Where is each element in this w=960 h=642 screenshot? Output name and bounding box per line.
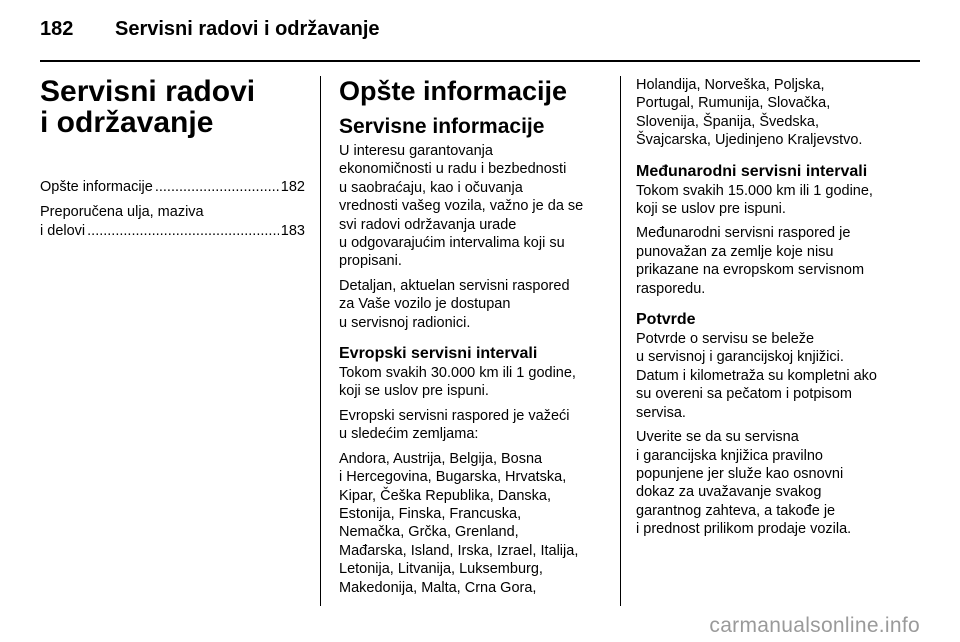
running-title: Servisni radovi i održavanje (115, 18, 380, 40)
heading-international-intervals: Međunarodni servisni intervali (636, 162, 868, 180)
paragraph-intl-validity: Međunarodni servisni raspored je punovažan za zemlje koje nisu prikazane na evropskom servisnom rasporedu. (636, 225, 865, 297)
toc-page-number: 182 (280, 179, 305, 195)
column-middle (339, 76, 609, 603)
paragraph-eu-countries: Andora, Austrija, Belgija, Bosna i Hercegovina, Bugarska, Hrvatska, Kipar, Češka Republika, Danska, Estonija, Finska, Francuska, Nemačka, Grčka, Grenland, Mađarska, Island, Irska, Izrael, Italija, Letonija, Litvanija, Luksemburg, Makedonija, Malta, Crna Gora, (339, 450, 579, 596)
toc-entry-oils[interactable] (40, 203, 305, 241)
toc-entry-label: Preporučena ulja, maziva (40, 204, 204, 220)
toc-entry-label: Opšte informacije (40, 179, 153, 195)
paragraph-intl-interval: Tokom svakih 15.000 km ili 1 godine, koji se uslov pre ispuni. (636, 182, 873, 218)
toc-leader-dots (87, 222, 279, 241)
chapter-title (40, 76, 305, 138)
paragraph-eu-validity: Evropski servisni raspored je važeći u sledećim zemljama: (339, 407, 570, 443)
toc-entry-general-info[interactable] (40, 178, 305, 197)
toc-leader-dots (155, 178, 279, 197)
page-number: 182 (40, 18, 74, 40)
toc-entry-label: i delovi (40, 223, 86, 239)
paragraph-eu-countries-cont: Holandija, Norveška, Poljska, Portugal, Rumunija, Slovačka, Slovenija, Španija, Švedska, Švajcarska, Ujedinjeno Kraljevstvo. (636, 77, 863, 149)
paragraph-confirmations: Potvrde o servisu se beleže u servisnoj i garancijskoj knjižici. Datum i kilometraža su kompletni ako su overeni sa pečatom i potpisom servisa. (636, 331, 877, 421)
section-title: Opšte informacije (339, 76, 568, 106)
table-of-contents (40, 178, 305, 241)
header-rule (40, 60, 920, 62)
watermark: carmanualsonline.info (709, 614, 920, 637)
column-divider (320, 76, 321, 606)
paragraph-eu-interval: Tokom svakih 30.000 km ili 1 godine, koji se uslov pre ispuni. (339, 365, 576, 400)
heading-european-intervals: Evropski servisni intervali (339, 345, 538, 363)
paragraph-booklet: Uverite se da su servisna i garancijska knjižica pravilno popunjene jer služe kao osnovni dokaz za uvažavanje svakog garantnog zahteva, a takođe je i prednost prilikom prodaje vozila. (636, 429, 852, 538)
column-left (40, 76, 305, 247)
chapter-title-line: Servisni radovi (40, 75, 256, 108)
column-divider (620, 76, 621, 606)
paragraph-intro: U interesu garantovanja ekonomičnosti u radu i bezbednosti u saobraćaju, kao i očuvanja vrednosti vašeg vozila, važno je da se svi radovi održavanja urade u odgovarajućim intervalima koji su propisani. (339, 143, 584, 270)
toc-page-number: 183 (280, 223, 305, 239)
page-header (40, 18, 920, 46)
column-right (636, 76, 916, 545)
chapter-title-line: i održavanje (40, 106, 214, 139)
paragraph-schedule: Detaljan, aktuelan servisni raspored za Vaše vozilo je dostupan u servisnoj radionici. (339, 277, 570, 331)
heading-confirmations: Potvrde (636, 311, 696, 329)
subsection-title: Servisne informacije (339, 115, 545, 138)
